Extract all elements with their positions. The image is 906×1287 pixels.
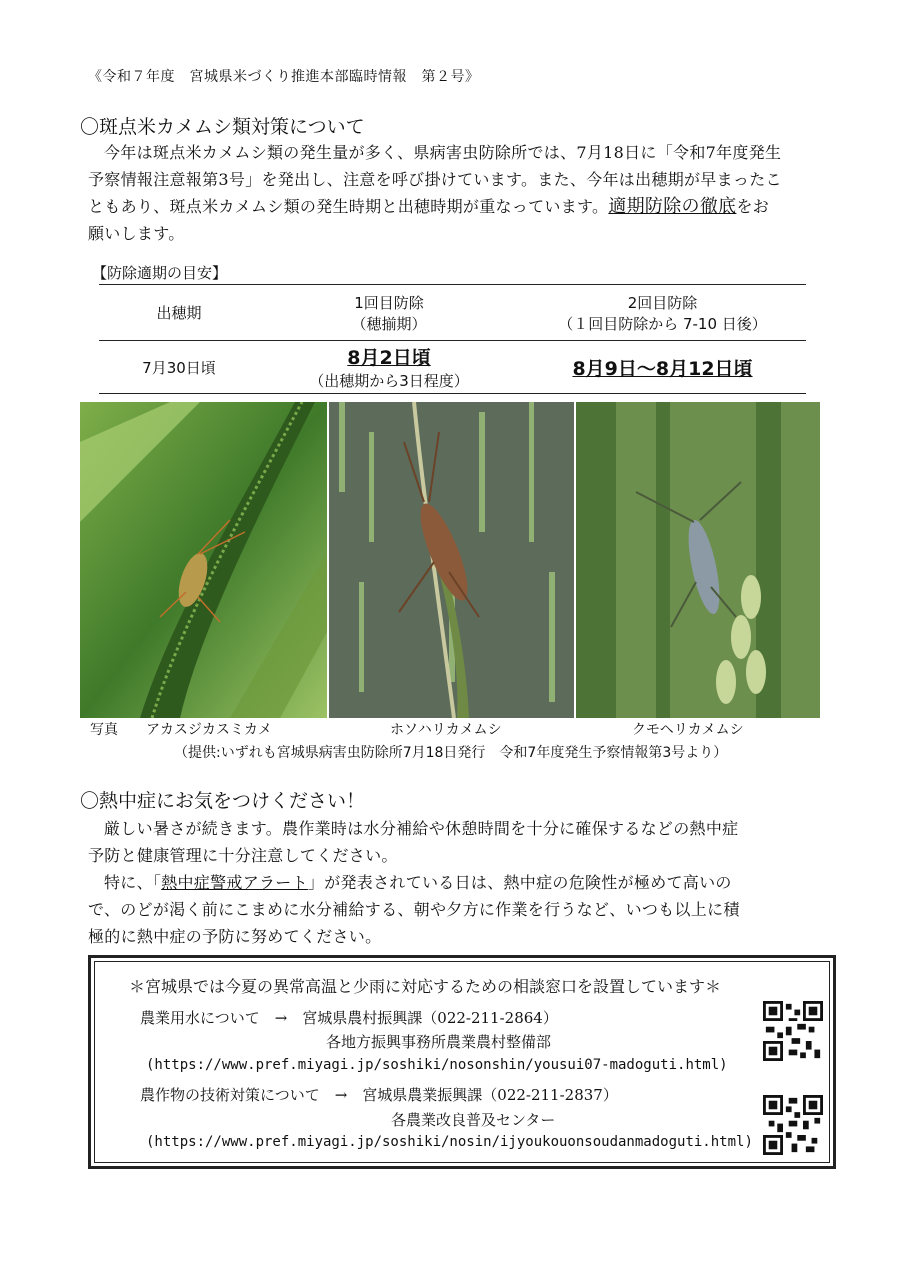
crop-sub-contact: 各農業改良普及センター [391, 1111, 556, 1129]
paragraph-line: 厳しい暑さが続きます。農作業時は水分補給や休憩時間を十分に確保するなどの熱中症 [104, 819, 739, 838]
water-sub-contact: 各地方振興事務所農業農村整備部 [326, 1033, 552, 1051]
alert-emphasis: 熱中症警戒アラート [161, 873, 308, 892]
stinkbug-paragraph [88, 139, 828, 247]
photo-kumoheri [576, 402, 820, 718]
crop-qr-code[interactable] [763, 1095, 823, 1155]
cell-second-control [519, 341, 806, 394]
photo-label: 写真 [90, 722, 118, 738]
photo-credit: （提供:いずれも宮城県病害虫防除所7月18日発行 令和7年度発生予察情報第3号より） [174, 745, 728, 761]
control-timing-table [99, 284, 806, 394]
water-url-link[interactable]: (https://www.pref.miyagi.jp/soshiki/nosonshin/yousui07-madoguti.html) [146, 1057, 728, 1073]
paragraph-line: 今年は斑点米カメムシ類の発生量が多く、県病害虫防除所では、7月18日に「令和7年度発生 [104, 143, 782, 162]
document-header: 《令和７年度 宮城県米づくり推進本部臨時情報 第２号》 [88, 69, 480, 85]
header-second-control: 2回目防除 （１回目防除から 7-10 日後） [519, 285, 806, 341]
info-box-title: ＊宮城県では今夏の異常高温と少雨に対応するための相談窓口を設置しています＊ [129, 977, 722, 996]
paragraph-line: 願いします。 [88, 224, 185, 243]
paragraph-line: ともあり、斑点米カメムシ類の発生時期と出穂時期が重なっています。適期防除の徹底をお [88, 196, 770, 217]
crop-contact: 農作物の技術対策について → 宮城県農業振興課（022-211-2837） [140, 1086, 618, 1104]
cell-first-control [259, 341, 519, 394]
header-first-control: 1回目防除 （穂揃期） [259, 285, 519, 341]
header-heading-date: 出穂期 [99, 285, 259, 341]
crop-url-link[interactable]: (https://www.pref.miyagi.jp/soshiki/nosin/ijyoukouonsoudanmadoguti.html) [146, 1134, 753, 1150]
paragraph-line: 予防と健康管理に十分注意してください。 [88, 846, 398, 865]
table-caption: 【防除適期の目安】 [92, 264, 228, 282]
first-control-date: 8月2日頃 [347, 347, 431, 369]
heatstroke-paragraph [88, 815, 828, 950]
paragraph-line: 極的に熱中症の予防に努めてください。 [88, 927, 382, 946]
photo-caption-1: アカスジカスミカメ [146, 722, 272, 738]
consultation-info-box [88, 955, 836, 1169]
paragraph-line: 特に、「熱中症警戒アラート」が発表されている日は、熱中症の危険性が極めて高いの [104, 873, 732, 892]
second-control-date: 8月9日～8月12日頃 [572, 357, 753, 380]
photo-caption-2: ホソハリカメムシ [390, 722, 502, 738]
emphasis-text: 適期防除の徹底 [608, 196, 737, 217]
paragraph-line: で、のどが渇く前にこまめに水分補給する、朝や夕方に作業を行うなど、いつも以上に積 [88, 900, 740, 919]
section-title-heatstroke: 〇熱中症にお気をつけください！ [80, 790, 366, 812]
first-control-note: （出穂期から3日程度） [309, 372, 469, 390]
photo-akasuji [80, 402, 327, 718]
section-title-stinkbug: 〇斑点米カメムシ類対策について [80, 116, 365, 138]
water-qr-code[interactable] [763, 1001, 823, 1061]
cell-heading-date: 7月30日頃 [99, 341, 259, 394]
paragraph-line: 予察情報注意報第3号」を発出し、注意を呼び掛けています。また、今年は出穂期が早まったこ [88, 170, 782, 189]
photo-hosohari [329, 402, 574, 718]
photo-caption-3: クモヘリカメムシ [632, 722, 744, 738]
water-contact: 農業用水について → 宮城県農村振興課（022-211-2864） [140, 1009, 558, 1027]
